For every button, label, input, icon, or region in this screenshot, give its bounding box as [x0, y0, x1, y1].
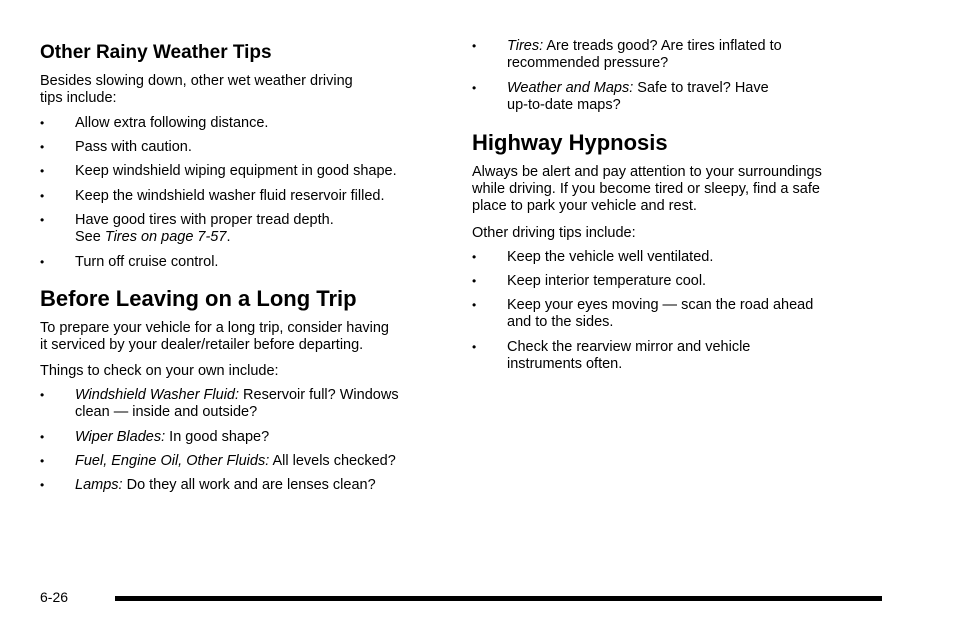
bullet-icon: •: [40, 454, 45, 468]
bullet-icon: •: [40, 140, 45, 154]
bullet-icon: •: [40, 189, 45, 203]
bullet-icon: •: [472, 274, 477, 288]
page-number: 6-26: [40, 589, 69, 605]
bullet-icon: •: [472, 298, 477, 312]
tires-page-link[interactable]: Tires on page 7-57: [104, 229, 227, 245]
bullet-icon: •: [40, 116, 45, 130]
rainy-weather-heading: Other Rainy Weather Tips: [40, 42, 272, 63]
hypnosis-paragraph: Always be alert and pay attention to your surroundings while driving. If you become tired or sleepy, find a safe place to park your vehicle and rest.: [472, 164, 822, 214]
long-trip-intro: To prepare your vehicle for a long trip, consider having it serviced by your dealer/retailer before departing.: [40, 320, 389, 353]
bullet-icon: •: [40, 213, 45, 227]
bullet-icon: •: [472, 250, 477, 264]
bullet-icon: •: [40, 388, 45, 402]
bullet-icon: •: [472, 81, 477, 95]
other-tips-intro: Other driving tips include:: [472, 225, 636, 241]
rainy-intro: Besides slowing down, other wet weather driving tips include:: [40, 73, 353, 106]
long-trip-heading: Before Leaving on a Long Trip: [40, 286, 357, 311]
bullet-icon: •: [40, 430, 45, 444]
bullet-icon: •: [472, 39, 477, 53]
bullet-icon: •: [40, 255, 45, 269]
bullet-icon: •: [40, 164, 45, 178]
highway-hypnosis-heading: Highway Hypnosis: [472, 130, 668, 155]
footer-rule: [115, 596, 882, 601]
bullet-icon: •: [40, 478, 45, 492]
check-intro: Things to check on your own include:: [40, 363, 279, 379]
bullet-icon: •: [472, 340, 477, 354]
